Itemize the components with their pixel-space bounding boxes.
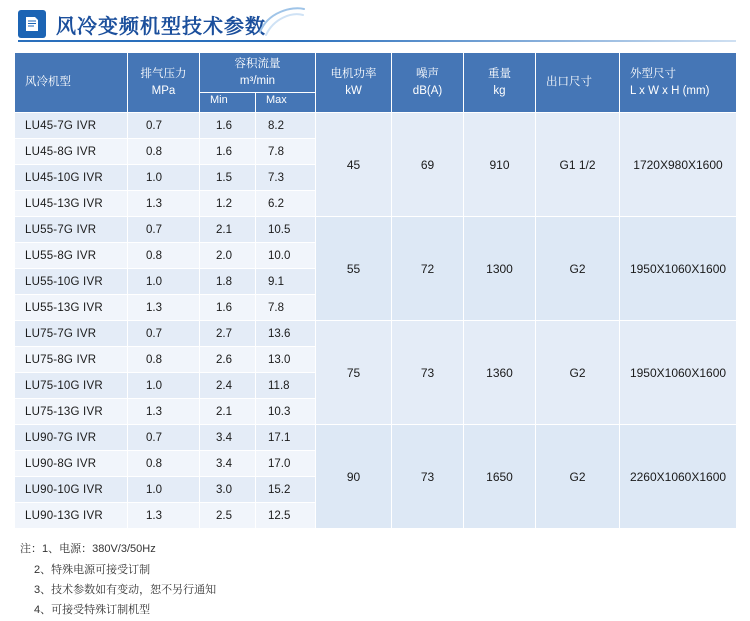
cell-flow-max: 10.5 — [256, 217, 316, 243]
cell-flow-max: 7.8 — [256, 295, 316, 321]
cell-model: LU75-10G IVR — [15, 373, 128, 399]
cell-weight: 1300 — [464, 217, 536, 321]
header-weight — [464, 53, 536, 113]
cell-flow-max: 10.3 — [256, 399, 316, 425]
cell-flow-min: 3.0 — [200, 477, 256, 503]
header-dimension-unit: L x W x H (mm) — [630, 84, 710, 97]
cell-model: LU45-8G IVR — [15, 139, 128, 165]
cell-flow-min: 3.4 — [200, 425, 256, 451]
cell-pressure: 0.7 — [128, 113, 200, 139]
cell-flow-max: 17.0 — [256, 451, 316, 477]
table-row — [15, 113, 737, 139]
header-pressure-unit: MPa — [151, 84, 176, 97]
cell-outlet: G1 1/2 — [536, 113, 620, 217]
document-icon — [18, 10, 46, 38]
spec-table — [14, 52, 737, 529]
cell-model: LU90-8G IVR — [15, 451, 128, 477]
cell-pressure: 1.3 — [128, 191, 200, 217]
header-dimension-label: 外型尺寸 — [630, 67, 676, 80]
header-weight-unit: kg — [493, 84, 506, 97]
cell-flow-max: 7.3 — [256, 165, 316, 191]
cell-model: LU90-13G IVR — [15, 503, 128, 529]
header-flow-min: Min — [200, 93, 256, 113]
table-row — [15, 425, 737, 451]
cell-noise: 72 — [392, 217, 464, 321]
header-weight-label: 重量 — [488, 67, 511, 80]
cell-power: 75 — [316, 321, 392, 425]
cell-model: LU55-7G IVR — [15, 217, 128, 243]
cell-weight: 1650 — [464, 425, 536, 529]
header-dimension — [620, 53, 737, 113]
cell-flow-min: 1.2 — [200, 191, 256, 217]
cell-pressure: 0.7 — [128, 321, 200, 347]
cell-flow-min: 1.6 — [200, 295, 256, 321]
page-title: 风冷变频机型技术参数 — [56, 15, 266, 38]
cell-flow-min: 2.1 — [200, 399, 256, 425]
note-line: 3、技术参数如有变动，恕不另行通知 — [34, 583, 217, 596]
cell-flow-min: 2.5 — [200, 503, 256, 529]
cell-flow-max: 8.2 — [256, 113, 316, 139]
cell-outlet: G2 — [536, 321, 620, 425]
cell-flow-min: 2.7 — [200, 321, 256, 347]
cell-weight: 1360 — [464, 321, 536, 425]
cell-flow-max: 10.0 — [256, 243, 316, 269]
cell-flow-max: 12.5 — [256, 503, 316, 529]
cell-dimension: 1950X1060X1600 — [620, 217, 737, 321]
header-flow-max: Max — [256, 93, 316, 113]
header-power — [316, 53, 392, 113]
spec-table-wrapper — [0, 44, 750, 529]
cell-flow-min: 1.6 — [200, 113, 256, 139]
cell-model: LU75-7G IVR — [15, 321, 128, 347]
cell-model: LU75-8G IVR — [15, 347, 128, 373]
cell-dimension: 2260X1060X1600 — [620, 425, 737, 529]
cell-outlet: G2 — [536, 217, 620, 321]
cell-model: LU90-7G IVR — [15, 425, 128, 451]
cell-flow-min: 2.6 — [200, 347, 256, 373]
cell-noise: 69 — [392, 113, 464, 217]
table-header — [15, 53, 737, 113]
table-row — [15, 217, 737, 243]
cell-model: LU45-7G IVR — [15, 113, 128, 139]
table-row — [15, 321, 737, 347]
cell-flow-max: 17.1 — [256, 425, 316, 451]
cell-flow-max: 13.6 — [256, 321, 316, 347]
note-line: 4、可接受特殊订制机型 — [34, 604, 151, 617]
cell-pressure: 0.8 — [128, 243, 200, 269]
header-flow-unit: m³/min — [239, 74, 276, 87]
cell-pressure: 1.0 — [128, 269, 200, 295]
cell-pressure: 1.0 — [128, 373, 200, 399]
cell-flow-min: 2.4 — [200, 373, 256, 399]
cell-model: LU90-10G IVR — [15, 477, 128, 503]
header-model: 风冷机型 — [15, 53, 128, 113]
cell-flow-min: 3.4 — [200, 451, 256, 477]
notes-block — [0, 529, 750, 620]
cell-pressure: 0.7 — [128, 425, 200, 451]
cell-flow-min: 1.6 — [200, 139, 256, 165]
header-pressure — [128, 53, 200, 113]
cell-pressure: 1.0 — [128, 165, 200, 191]
table-body — [15, 113, 737, 529]
header-outlet: 出口尺寸 — [536, 53, 620, 113]
cell-flow-max: 7.8 — [256, 139, 316, 165]
cell-flow-max: 11.8 — [256, 373, 316, 399]
note-line: 注：1、电源：380V/3/50Hz — [20, 543, 156, 556]
cell-pressure: 0.8 — [128, 451, 200, 477]
page-header — [0, 0, 750, 44]
cell-pressure: 1.0 — [128, 477, 200, 503]
cell-pressure: 1.3 — [128, 295, 200, 321]
cell-flow-max: 6.2 — [256, 191, 316, 217]
header-flow-label: 容积流量 — [234, 58, 281, 70]
header-divider — [18, 40, 736, 42]
cell-flow-max: 13.0 — [256, 347, 316, 373]
cell-flow-min: 2.1 — [200, 217, 256, 243]
cell-flow-min: 1.8 — [200, 269, 256, 295]
cell-pressure: 0.8 — [128, 139, 200, 165]
cell-noise: 73 — [392, 321, 464, 425]
header-noise-unit: dB(A) — [412, 84, 443, 97]
cell-weight: 910 — [464, 113, 536, 217]
cell-pressure: 0.8 — [128, 347, 200, 373]
cell-flow-max: 15.2 — [256, 477, 316, 503]
cell-model: LU75-13G IVR — [15, 399, 128, 425]
cell-dimension: 1720X980X1600 — [620, 113, 737, 217]
cell-model: LU45-13G IVR — [15, 191, 128, 217]
cell-pressure: 1.3 — [128, 399, 200, 425]
cell-model: LU45-10G IVR — [15, 165, 128, 191]
cell-flow-max: 9.1 — [256, 269, 316, 295]
header-power-label: 电机功率 — [330, 67, 377, 80]
note-line: 2、特殊电源可接受订制 — [34, 563, 151, 576]
header-flow — [200, 53, 316, 93]
header-noise — [392, 53, 464, 113]
cell-power: 90 — [316, 425, 392, 529]
cell-flow-min: 1.5 — [200, 165, 256, 191]
cell-model: LU55-8G IVR — [15, 243, 128, 269]
cell-outlet: G2 — [536, 425, 620, 529]
cell-model: LU55-13G IVR — [15, 295, 128, 321]
cell-model: LU55-10G IVR — [15, 269, 128, 295]
cell-power: 55 — [316, 217, 392, 321]
header-noise-label: 噪声 — [416, 67, 439, 80]
cell-flow-min: 2.0 — [200, 243, 256, 269]
cell-pressure: 1.3 — [128, 503, 200, 529]
cell-pressure: 0.7 — [128, 217, 200, 243]
header-power-unit: kW — [345, 84, 362, 97]
header-pressure-label: 排气压力 — [140, 67, 187, 80]
cell-noise: 73 — [392, 425, 464, 529]
cell-dimension: 1950X1060X1600 — [620, 321, 737, 425]
cell-power: 45 — [316, 113, 392, 217]
